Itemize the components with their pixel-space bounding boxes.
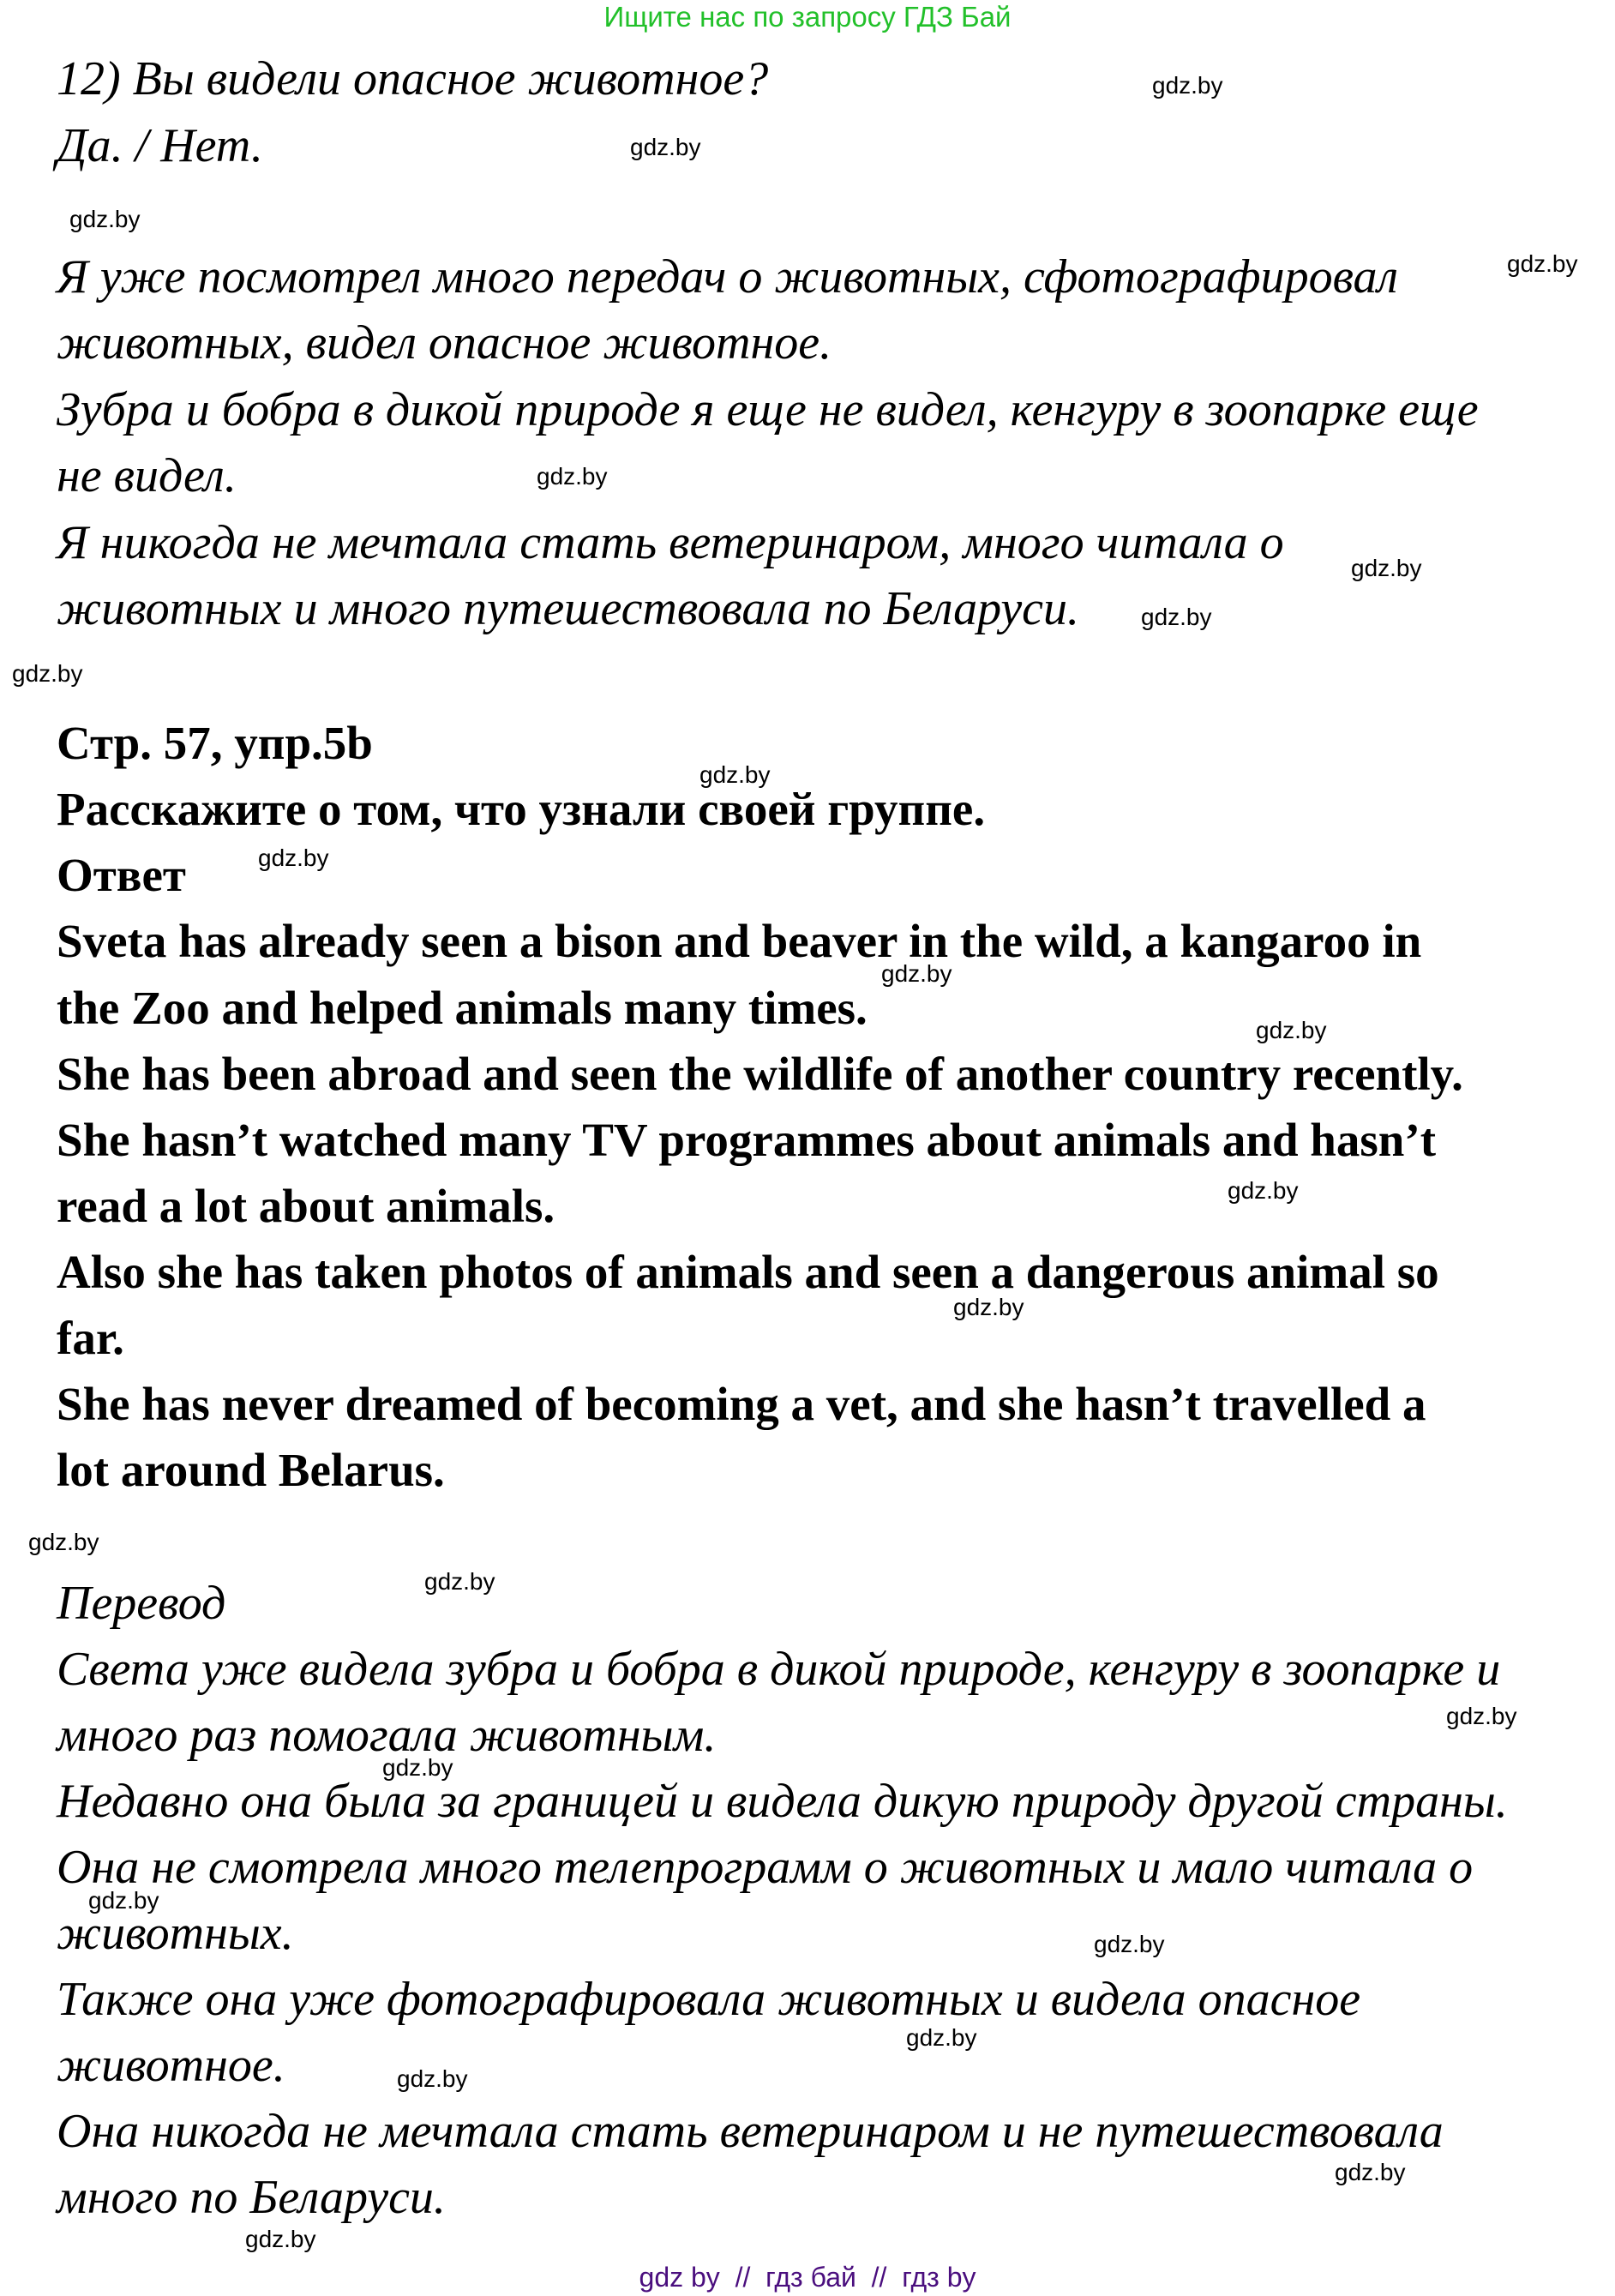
task-text: Расскажите о том, что узнали своей группе. bbox=[57, 783, 986, 835]
watermark: gdz.by bbox=[28, 1529, 99, 1555]
paragraph-line: Я никогда не мечтала стать ветеринаром, много читала о bbox=[57, 516, 1284, 569]
answer-line: lot around Belarus. bbox=[57, 1444, 445, 1496]
translation-line: Света уже видела зубра и бобра в дикой природе, кенгуру в зоопарке и bbox=[57, 1643, 1501, 1696]
paragraph-line: Я уже посмотрел много передач о животных, сфотографировал bbox=[57, 250, 1398, 304]
translation-line: Она не смотрела много телепрограмм о животных и мало читала о bbox=[57, 1841, 1474, 1894]
watermark: gdz.by bbox=[12, 660, 83, 687]
watermark: gdz.by bbox=[699, 761, 771, 788]
translation-label: Перевод bbox=[57, 1577, 226, 1630]
paragraph-line: животных и много путешествовала по Беларуси. bbox=[57, 582, 1080, 635]
watermark: gdz.by bbox=[1256, 1017, 1327, 1043]
watermark: gdz.by bbox=[245, 2226, 316, 2252]
watermark: gdz.by bbox=[1094, 1931, 1165, 1957]
watermark: gdz.by bbox=[1152, 72, 1223, 99]
answer-line: the Zoo and helped animals many times. bbox=[57, 982, 868, 1034]
answer-line: read a lot about animals. bbox=[57, 1180, 555, 1232]
paragraph-line: животных, видел опасное животное. bbox=[57, 316, 832, 370]
header-banner[interactable]: Ищите нас по запросу ГДЗ Бай bbox=[603, 1, 1012, 33]
watermark: gdz.by bbox=[1446, 1703, 1517, 1729]
watermark: gdz.by bbox=[1335, 2159, 1406, 2185]
footer-links[interactable]: gdz by // гдз бай // гдз by bbox=[639, 2262, 976, 2293]
translation-line: Она никогда не мечтала стать ветеринаром и не путешествовала bbox=[57, 2105, 1444, 2158]
translation-line: Недавно она была за границей и видела дикую природу другой страны. bbox=[57, 1775, 1508, 1828]
watermark: gdz.by bbox=[537, 463, 608, 490]
watermark: gdz.by bbox=[906, 2024, 977, 2051]
watermark: gdz.by bbox=[881, 960, 952, 987]
answer-line: She has been abroad and seen the wildlife of another country recently. bbox=[57, 1048, 1463, 1100]
answer-line: far. bbox=[57, 1312, 124, 1364]
exercise-title: Стр. 57, упр.5b bbox=[57, 717, 373, 769]
watermark: gdz.by bbox=[1507, 250, 1578, 277]
watermark: gdz.by bbox=[258, 844, 329, 871]
watermark: gdz.by bbox=[382, 1754, 453, 1781]
watermark: gdz.by bbox=[1141, 604, 1212, 630]
answer-label: Ответ bbox=[57, 849, 186, 901]
watermark: gdz.by bbox=[69, 206, 141, 232]
watermark: gdz.by bbox=[953, 1294, 1024, 1320]
paragraph-line: не видел. bbox=[57, 449, 237, 502]
watermark: gdz.by bbox=[1228, 1177, 1299, 1204]
translation-line: много раз помогала животным. bbox=[57, 1709, 717, 1762]
watermark: gdz.by bbox=[1351, 555, 1422, 581]
watermark: gdz.by bbox=[424, 1568, 495, 1595]
watermark: gdz.by bbox=[88, 1887, 159, 1914]
answer-line: Sveta has already seen a bison and beaver in the wild, a kangaroo in bbox=[57, 915, 1422, 967]
translation-line: много по Беларуси. bbox=[57, 2171, 446, 2224]
watermark: gdz.by bbox=[630, 134, 701, 160]
paragraph-line: Зубра и бобра в дикой природе я еще не видел, кенгуру в зоопарке еще bbox=[57, 383, 1479, 436]
question-12: 12) Вы видели опасное животное? bbox=[57, 52, 769, 105]
watermark: gdz.by bbox=[397, 2065, 468, 2092]
answer-line: Also she has taken photos of animals and seen a dangerous animal so bbox=[57, 1246, 1439, 1298]
answer-options: Да. / Нет. bbox=[57, 119, 263, 172]
answer-line: She has never dreamed of becoming a vet, and she hasn’t travelled a bbox=[57, 1378, 1426, 1430]
translation-line: Также она уже фотографировала животных и видела опасное bbox=[57, 1973, 1361, 2026]
answer-line: She hasn’t watched many TV programmes about animals and hasn’t bbox=[57, 1114, 1437, 1166]
translation-line: животных. bbox=[57, 1907, 294, 1960]
translation-line: животное. bbox=[57, 2039, 285, 2092]
